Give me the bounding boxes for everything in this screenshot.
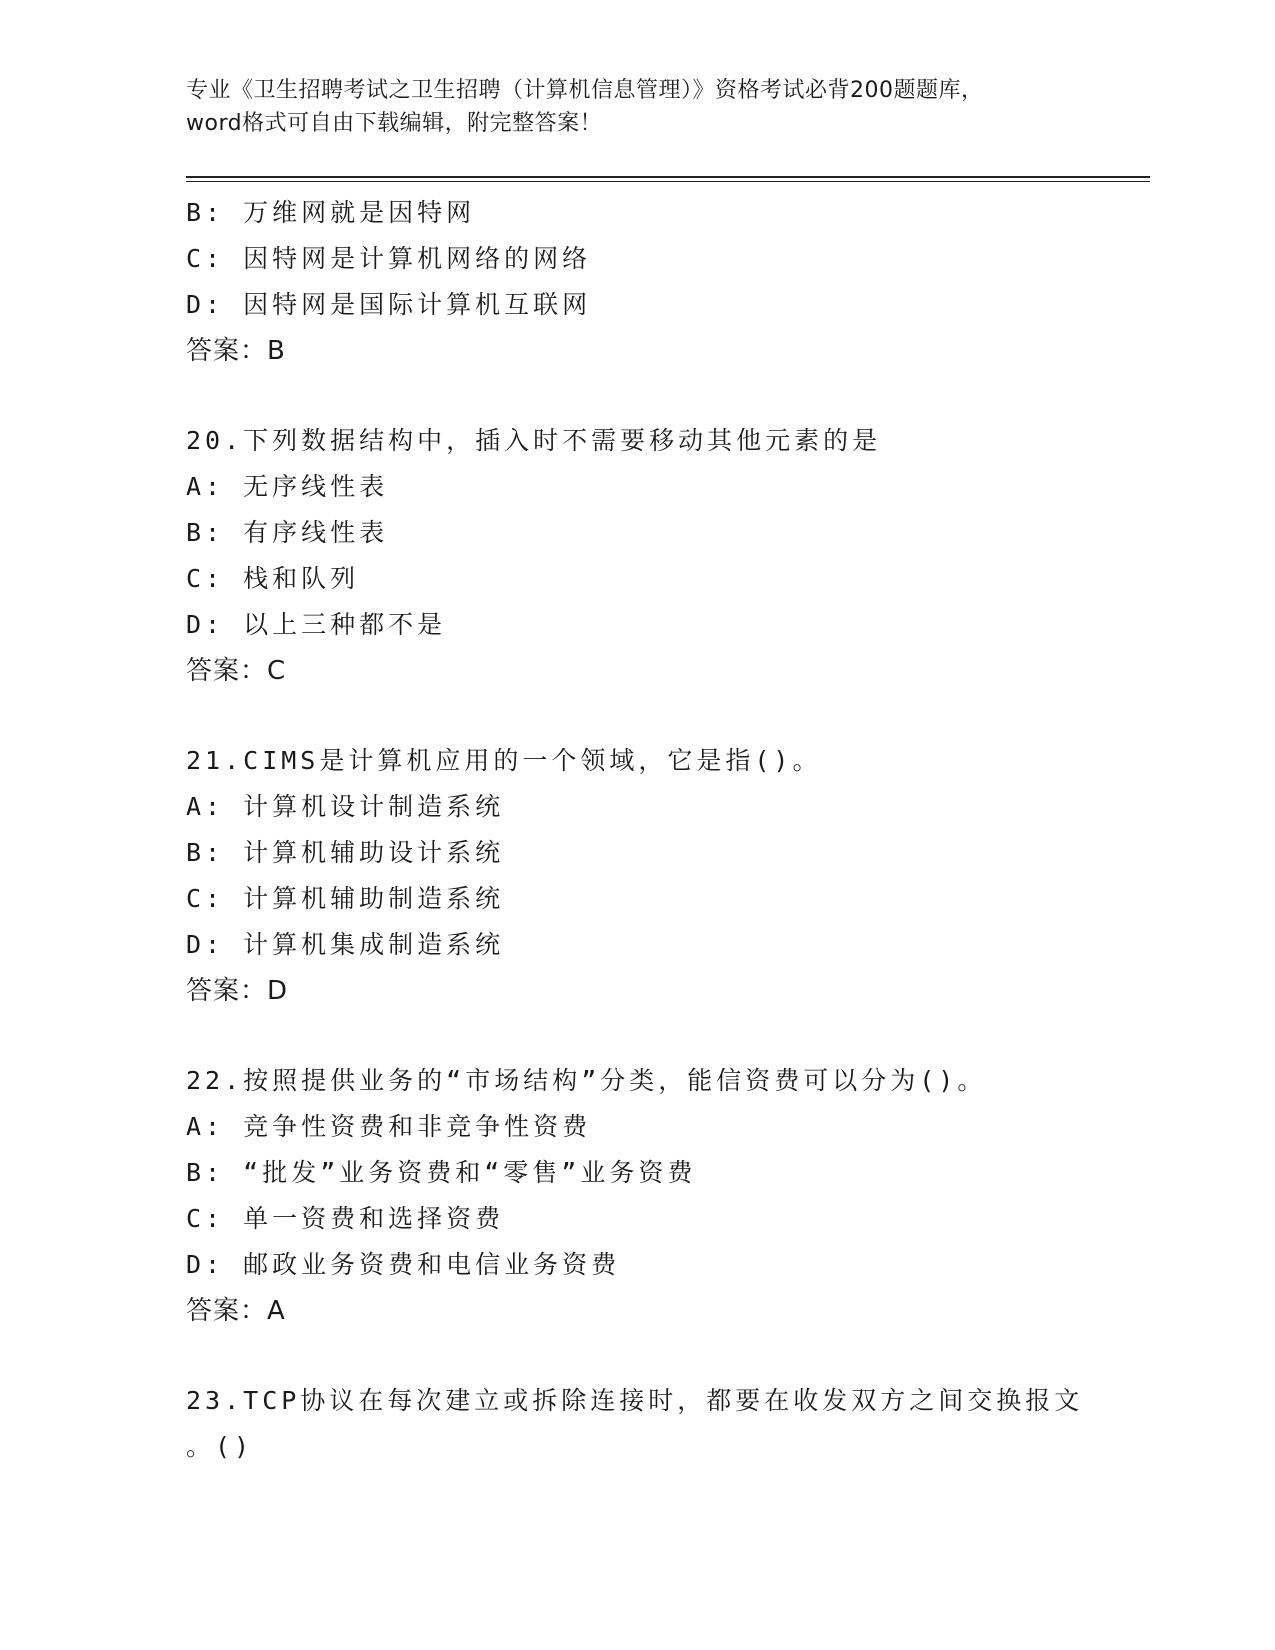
option-c: C: 单一资费和选择资费 (186, 1204, 505, 1233)
option-a: A: 竞争性资费和非竞争性资费 (186, 1112, 592, 1141)
question-20 (186, 418, 1086, 694)
option-d: D: 以上三种都不是 (186, 610, 447, 639)
question-22 (186, 1058, 1086, 1334)
option-d: D: 计算机集成制造系统 (186, 930, 505, 959)
question-list (186, 190, 1086, 1470)
question-text-line-2: 。() (186, 1432, 254, 1461)
option-a: A: 无序线性表 (186, 472, 389, 501)
option-b: B: “批发”业务资费和“零售”业务资费 (186, 1158, 697, 1187)
answer-line: 答案：A (186, 1296, 286, 1326)
answer-line: 答案：B (186, 336, 286, 366)
question-text: 22.按照提供业务的“市场结构”分类，能信资费可以分为()。 (186, 1066, 987, 1095)
answer-line: 答案：D (186, 976, 289, 1006)
header-rule-thin (186, 181, 1150, 182)
question-23 (186, 1378, 1086, 1470)
option-c: C: 计算机辅助制造系统 (186, 884, 505, 913)
question-text-line-1: 23.TCP协议在每次建立或拆除连接时，都要在收发双方之间交换报文 (186, 1386, 1084, 1415)
header-rule-thick (186, 176, 1150, 178)
option-d: D: 因特网是国际计算机互联网 (186, 290, 592, 319)
question-text: 21.CIMS是计算机应用的一个领域，它是指()。 (186, 746, 822, 775)
header-line-2: word格式可自由下载编辑，附完整答案！ (186, 111, 603, 136)
question-text: 20.下列数据结构中，插入时不需要移动其他元素的是 (186, 426, 882, 455)
document-header (186, 74, 1086, 140)
option-b: B: 计算机辅助设计系统 (186, 838, 505, 867)
answer-line: 答案：C (186, 656, 287, 686)
option-b: B: 万维网就是因特网 (186, 198, 476, 227)
question-19-continued (186, 190, 1086, 374)
option-c: C: 因特网是计算机网络的网络 (186, 244, 592, 273)
option-b: B: 有序线性表 (186, 518, 389, 547)
question-21 (186, 738, 1086, 1014)
option-d: D: 邮政业务资费和电信业务资费 (186, 1250, 621, 1279)
option-c: C: 栈和队列 (186, 564, 360, 593)
header-line-1: 专业《卫生招聘考试之卫生招聘（计算机信息管理）》资格考试必背200题题库， (186, 78, 984, 103)
option-a: A: 计算机设计制造系统 (186, 792, 505, 821)
